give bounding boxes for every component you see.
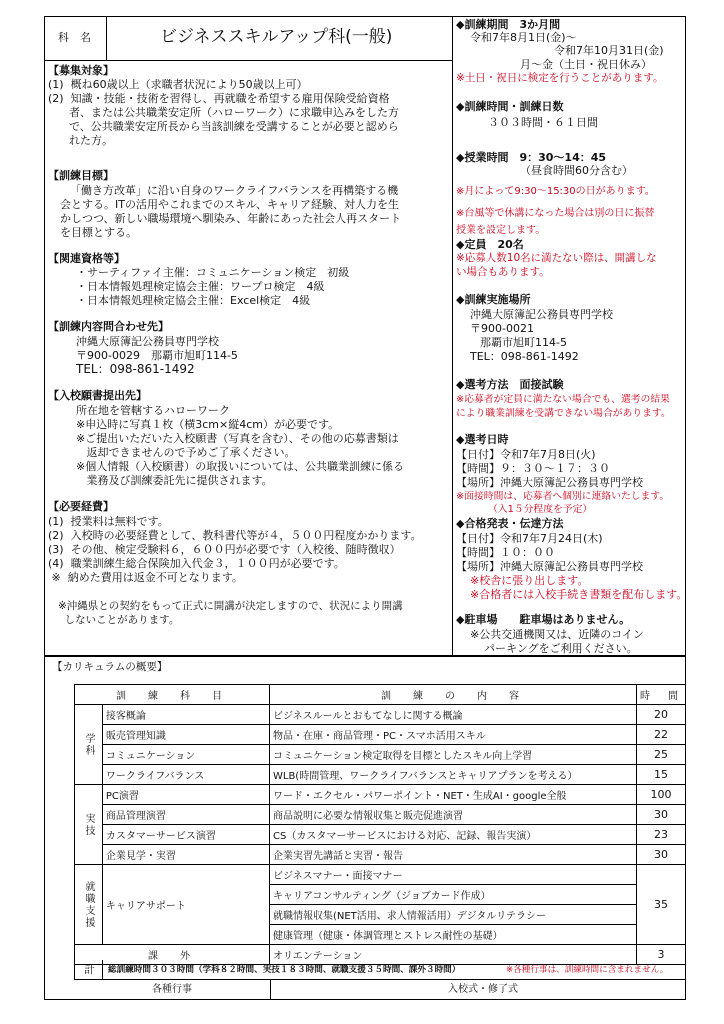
hours-cell: 35 bbox=[636, 865, 685, 945]
submit-line: 返却できませんので予めご了承ください。 bbox=[76, 446, 296, 459]
content-cell: 健康管理（健康・体調管理とストレス耐性の基礎） bbox=[269, 925, 636, 945]
selection-title: ◆選考方法 面接試験 bbox=[456, 378, 564, 391]
column-divider bbox=[452, 16, 453, 656]
total-divider bbox=[102, 960, 103, 980]
capacity-title: ◆定員 20名 bbox=[456, 238, 524, 251]
events-content: 入校式・修了式 bbox=[448, 984, 518, 995]
contact-tel: TEL：098-861-1492 bbox=[76, 362, 195, 376]
events-divider bbox=[270, 980, 271, 1000]
content-cell: ビジネスルールとおもてなしに関する概論 bbox=[269, 705, 636, 725]
cost-line: (1) 授業料は無料です。 bbox=[48, 515, 169, 528]
title-row-line bbox=[44, 60, 452, 61]
events-label: 各種行事 bbox=[152, 984, 192, 995]
result-line: 【時間】１０：００ bbox=[456, 546, 555, 559]
submit-line: ※ご提出いただいた入校願書（写真を含む）、その他の応募書類は bbox=[76, 432, 399, 445]
subject-cell: 商品管理演習 bbox=[102, 805, 269, 825]
hours-cell: 23 bbox=[636, 825, 685, 845]
cost-line: ※ 納めた費用は返金不可となります。 bbox=[48, 571, 243, 584]
result-line: 【場所】沖縄大原簿記公務員専門学校 bbox=[456, 560, 643, 573]
result-title: ◆合格発表・伝達方法 bbox=[456, 517, 564, 530]
capacity-note: い場合もあります。 bbox=[456, 266, 550, 278]
table-row bbox=[75, 845, 686, 865]
goal-line: を目標とする。 bbox=[60, 226, 137, 239]
content-cell: ワード・エクセル・パワーポイント・NET・生成AI・google全般 bbox=[269, 785, 636, 805]
content-cell: 企業実習先講話と実習・報告 bbox=[269, 845, 636, 865]
cost-line: (4) 職業訓練生総合保険加入代金３，１００円が必要です。 bbox=[48, 557, 345, 570]
period-end: 令和7年10月31日(金) bbox=[554, 44, 664, 57]
course-title: ビジネススキルアップ科(一般) bbox=[160, 27, 393, 47]
class-note: ※台風等で休講になった場合は別の日に振替 bbox=[456, 208, 655, 219]
total-note: ※各種行事は、訓練時間に含まれません。 bbox=[506, 965, 669, 975]
place-line: 那覇市旭町114-5 bbox=[480, 336, 567, 349]
header-subject: 訓 練 科 目 bbox=[75, 685, 270, 705]
content-cell: 物品・在庫・商品管理・PC・スマホ活用スキル bbox=[269, 725, 636, 745]
selection-date-line: 【場所】沖縄大原簿記公務員専門学校 bbox=[456, 476, 643, 489]
selection-date-line: 【時間】９：３０～１７：３０ bbox=[456, 462, 610, 475]
recruit-line: (2) 知識・技能・技術を習得し、再就職を希望する雇用保険受給資格 bbox=[48, 92, 390, 105]
recruit-line: れた方。 bbox=[48, 134, 113, 147]
selection-date-note: ※面接時間は、応募者へ個別に連絡いたします。 bbox=[456, 491, 670, 502]
curriculum-table bbox=[74, 684, 686, 965]
contact-heading: 【訓練内容問合わせ先】 bbox=[48, 320, 169, 333]
hours-cell: 20 bbox=[636, 705, 685, 725]
hours-cell: 30 bbox=[636, 805, 685, 825]
cost-line: (2) 入校時の必要経費として、教科書代等が４，５００円程度かかります。 bbox=[48, 529, 422, 542]
capacity-note: ※応募人数10名に満たない際は、開講しな bbox=[456, 252, 657, 264]
table-row bbox=[75, 705, 686, 725]
hours-cell: 25 bbox=[636, 745, 685, 765]
result-note: ※合格者には入校手続き書類を配布します。 bbox=[470, 588, 688, 601]
group-gakka: 学科 bbox=[75, 705, 103, 785]
result-line: 【日付】令和7年7月24日(木) bbox=[456, 532, 603, 545]
content-cell: CS（カスタマーサービスにおける対応、記録、報告実演） bbox=[269, 825, 636, 845]
place-line: 〒900-0021 bbox=[470, 322, 534, 335]
recruit-line: で、公共職業安定所長から当該訓練を受講することが必要と認めら bbox=[48, 120, 399, 133]
content-cell: WLB(時間管理、ワークライフバランスとキャリアプランを考える） bbox=[269, 765, 636, 785]
table-row bbox=[75, 805, 686, 825]
hours-cell: 3 bbox=[636, 945, 685, 965]
period-start: 令和7年8月1日(金)～ bbox=[470, 31, 577, 44]
content-cell: オリエンテーション bbox=[269, 945, 636, 965]
cost-heading: 【必要経費】 bbox=[48, 500, 114, 513]
recruit-heading: 【募集対象】 bbox=[48, 64, 114, 77]
parking-note: ※公共交通機関又は、近隣のコイン bbox=[470, 628, 644, 641]
submit-line: 業務及び訓練委託先に提供されます。 bbox=[76, 474, 273, 487]
period-note: ※土日・祝日に検定を行うことがあります。 bbox=[456, 72, 664, 84]
subject-cell: キャリアサポート bbox=[102, 865, 269, 945]
hours-cell: 30 bbox=[636, 845, 685, 865]
qual-line: ・サーティファイ主催：コミュニケーション検定 初級 bbox=[76, 266, 350, 279]
title-label-divider bbox=[106, 16, 107, 60]
submit-heading: 【入校願書提出先】 bbox=[48, 389, 147, 402]
place-line: 沖縄大原簿記公務員専門学校 bbox=[470, 308, 613, 321]
content-cell: 就職情報収集(NET活用、求人情報活用）デジタルリテラシー bbox=[269, 905, 636, 925]
total-label: 計 bbox=[84, 963, 95, 976]
subject-cell: 企業見学・実習 bbox=[102, 845, 269, 865]
table-row bbox=[75, 745, 686, 765]
contact-line: 〒900-0029 那覇市旭町114-5 bbox=[76, 349, 238, 362]
subject-cell: コミュニケーション bbox=[102, 745, 269, 765]
class-note: ※月によって9:30～15:30の日があります。 bbox=[456, 186, 655, 197]
hours-cell: 15 bbox=[636, 765, 685, 785]
parking-title: ◆駐車場 駐車場はありません。 bbox=[456, 613, 631, 626]
selection-note: ※応募者が定員に満たない場合でも、選考の結果 bbox=[456, 394, 670, 405]
period-days: 月～金（土日・祝日休み） bbox=[520, 58, 652, 71]
content-cell: コミュニケーション検定取得を目標としたスキル向上学習 bbox=[269, 745, 636, 765]
header-hours: 時 間 bbox=[636, 685, 685, 705]
content-cell: キャリアコンサルティング（ジョブカード作成） bbox=[269, 885, 636, 905]
goal-line: 「働き方改革」に沿い自身のワークライフバランスを再構築する機 bbox=[70, 184, 399, 197]
recruit-line: (1) 概ね60歳以上（求職者状況により50歳以上可） bbox=[48, 78, 308, 91]
curriculum-title: 【カリキュラムの概要】 bbox=[52, 661, 168, 673]
selection-note: により職業訓練を受講できない場合があります。 bbox=[456, 408, 671, 419]
hours-value: ３０３時間・６１日間 bbox=[488, 116, 598, 129]
subject-cell: ワークライフバランス bbox=[102, 765, 269, 785]
selection-date-note: （入1５分程度を予定） bbox=[488, 504, 593, 515]
class-lunch: （昼食時間60分含む） bbox=[520, 164, 633, 177]
parking-note: パーキングをご利用ください。 bbox=[484, 642, 638, 655]
qual-line: ・日本情報処理検定協会主催：Excel検定 4級 bbox=[76, 294, 311, 307]
total-text: 総訓練時間３０３時間（学科８２時間、実技１８３時間、就職支援３５時間、課外３時間） bbox=[108, 965, 461, 975]
hours-cell: 22 bbox=[636, 725, 685, 745]
table-row bbox=[75, 865, 686, 885]
qual-heading: 【関連資格等】 bbox=[48, 252, 125, 265]
subject-cell: カスタマーサービス演習 bbox=[102, 825, 269, 845]
goal-heading: 【訓練目標】 bbox=[48, 169, 114, 182]
header-content: 訓 練 の 内 容 bbox=[269, 685, 636, 705]
table-row bbox=[75, 785, 686, 805]
recruit-line: 者、または公共職業安定所（ハローワーク）に求職申込みをした方 bbox=[48, 106, 399, 119]
table-row bbox=[75, 765, 686, 785]
subject-cell: 接客概論 bbox=[102, 705, 269, 725]
submit-line: ※申込時に写真１枚（横3cm×縦4cm）が必要です。 bbox=[76, 418, 340, 431]
contract-note: ※沖縄県との契約をもって正式に開講が決定しますので、状況により開講 bbox=[58, 600, 403, 612]
subject-cell: PC演習 bbox=[102, 785, 269, 805]
content-cell: 商品説明に必要な情報収集と販売促進演習 bbox=[269, 805, 636, 825]
selection-date-line: 【日付】令和7年7月8日(火) bbox=[456, 448, 596, 461]
group-support: 就職支援 bbox=[75, 865, 103, 945]
hours-cell: 100 bbox=[636, 785, 685, 805]
contact-line: 沖縄大原簿記公務員専門学校 bbox=[76, 335, 219, 348]
extra-subject: 課 外 bbox=[75, 945, 270, 965]
curriculum-header-row bbox=[75, 685, 686, 705]
goal-line: 会とする。ITの活用やこれまでのスキル、キャリア経験、対人力を生 bbox=[60, 198, 399, 211]
submit-line: 所在地を管轄するハローワーク bbox=[76, 404, 230, 417]
selection-date-title: ◆選考日時 bbox=[456, 433, 509, 446]
period-title: ◆訓練期間 3か月間 bbox=[456, 18, 561, 31]
place-title: ◆訓練実施場所 bbox=[456, 293, 531, 306]
subject-label: 科 名 bbox=[58, 31, 91, 44]
class-note: 授業を設定します。 bbox=[456, 225, 546, 236]
class-title: ◆授業時間 9：30～14：45 bbox=[456, 151, 607, 164]
result-note: ※校舎に張り出します。 bbox=[470, 574, 589, 587]
table-row bbox=[75, 825, 686, 845]
goal-line: かしつつ、新しい職場環境へ馴染み、年齢にあった社会人再スタート bbox=[60, 212, 402, 225]
contract-note: しないことがあります。 bbox=[58, 614, 180, 626]
place-line: TEL：098-861-1492 bbox=[470, 350, 579, 363]
qual-line: ・日本情報処理検定協会主催：ワープロ検定 4級 bbox=[76, 280, 325, 293]
submit-line: ※個人情報（入校願書）の取扱いについては、公共職業訓練に係る bbox=[76, 460, 404, 473]
group-jitsugi: 実技 bbox=[75, 785, 103, 865]
hours-title: ◆訓練時間・訓練日数 bbox=[456, 100, 564, 113]
table-row bbox=[75, 725, 686, 745]
subject-cell: 販売管理知識 bbox=[102, 725, 269, 745]
cost-line: (3) その他、検定受験料６，６００円が必要です（入校後、随時徴収） bbox=[48, 543, 401, 556]
content-cell: ビジネスマナー・面接マナー bbox=[269, 865, 636, 885]
